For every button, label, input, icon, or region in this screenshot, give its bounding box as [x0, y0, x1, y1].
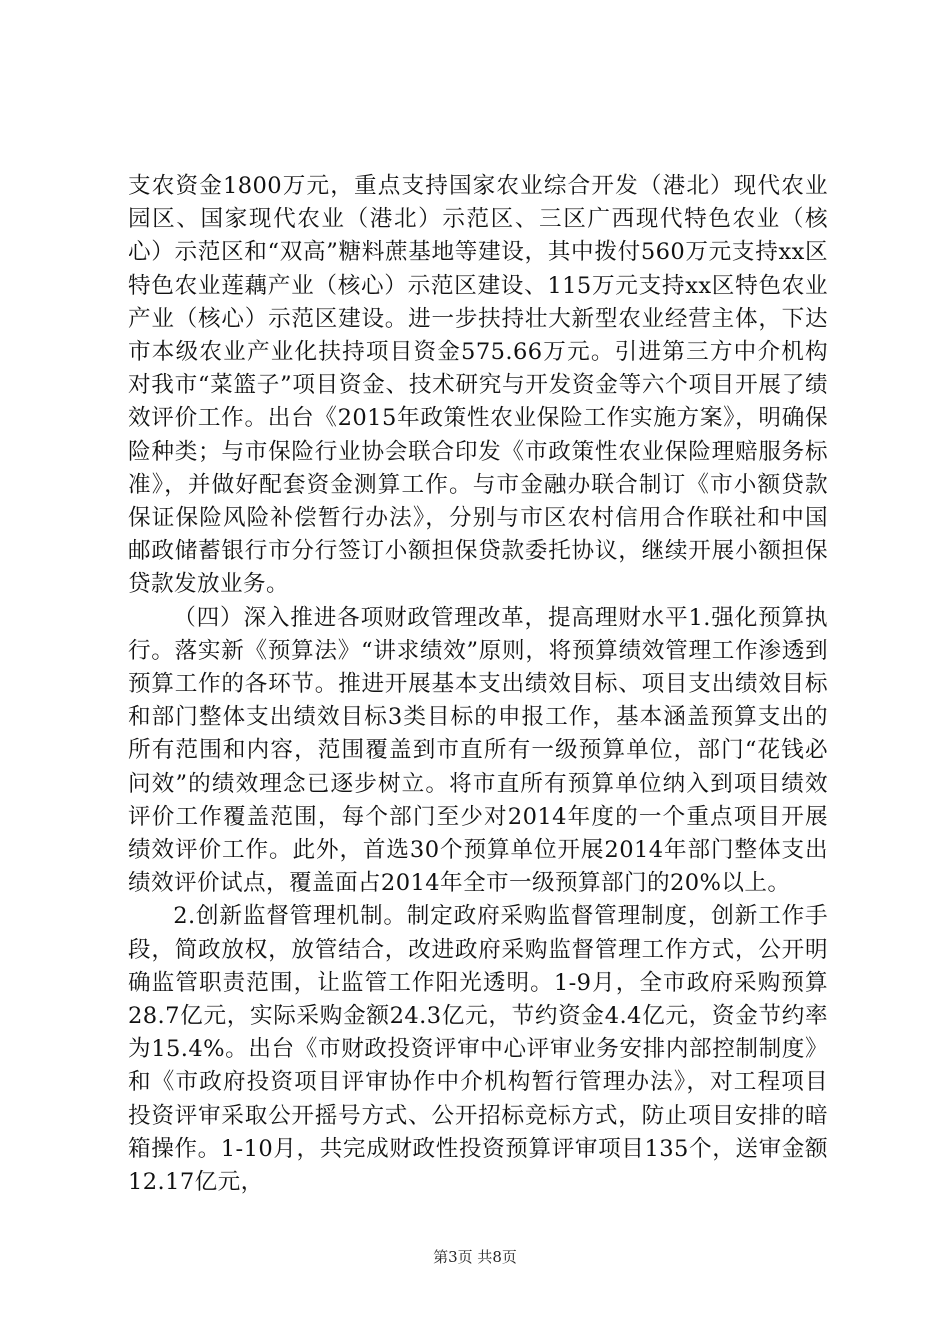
paragraph-fiscal-reform: （四）深入推进各项财政管理改革，提高理财水平1.强化预算执行。落实新《预算法》“讲求绩效”原则，将预算绩效管理工作渗透到预算工作的各环节。推进开展基本支出绩效目标、项目支出绩效目标和部门整体支出绩效目标3类目标的申报工作，基本涵盖预算支出的所有范围和内容，范围覆盖到市直所有一级预算单位，部门“花钱必问效”的绩效理念已逐步树立。将市直所有预算单位纳入到项目绩效评价工作覆盖范围，每个部门至少对2014年度的一个重点项目开展绩效评价工作。此外，首选30个预算单位开展2014年部门整体支出绩效评价试点，覆盖面占2014年全市一级预算部门的20%以上。 [128, 604, 828, 897]
document-body [128, 170, 828, 1199]
paragraph-supervision: 2.创新监督管理机制。制定政府采购监督管理制度，创新工作手段，简政放权，放管结合，改进政府采购监督管理工作方式，公开明确监管职责范围，让监管工作阳光透明。1-9月，全市政府采购预算28.7亿元，实际采购金额24.3亿元，节约资金4.4亿元，资金节约率为15.4%。出台《市财政投资评审中心评审业务安排内部控制制度》和《市政府投资项目评审协作中介机构暂行管理办法》，对工程项目投资评审采取公开摇号方式、公开招标竞标方式，防止项目安排的暗箱操作。1-10月，共完成财政性投资预算评审项目135个，送审金额12.17亿元， [128, 903, 828, 1196]
page-footer: 第3页 共8页 [433, 1248, 517, 1266]
paragraph-agri-funds: 支农资金1800万元，重点支持国家农业综合开发（港北）现代农业园区、国家现代农业（港北）示范区、三区广西现代特色农业（核心）示范区和“双高”糖料蔗基地等建设，其中拨付560万元支持xx区特色农业莲藕产业（核心）示范区建设、115万元支持xx区特色农业产业（核心）示范区建设。进一步扶持壮大新型农业经营主体，下达市本级农业产业化扶持项目资金575.66万元。引进第三方中介机构对我市“菜篮子”项目资金、技术研究与开发资金等六个项目开展了绩效评价工作。出台《2015年政策性农业保险工作实施方案》，明确保险种类；与市保险行业协会联合印发《市政策性农业保险理赔服务标准》，并做好配套资金测算工作。与市金融办联合制订《市小额贷款保证保险风险补偿暂行办法》，分别与市区农村信用合作联社和中国邮政储蓄银行市分行签订小额担保贷款委托协议，继续开展小额担保贷款发放业务。 [128, 173, 828, 598]
